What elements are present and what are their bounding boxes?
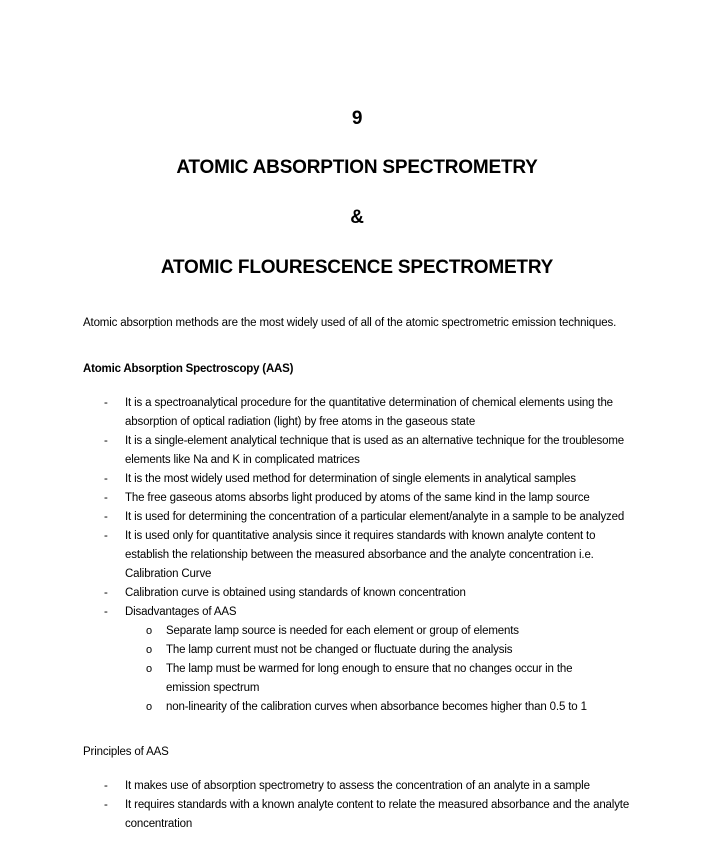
aas-section-heading: Atomic Absorption Spectroscopy (AAS) <box>83 363 294 375</box>
circle-bullet-icon: o <box>146 625 152 637</box>
list-item-text: It makes use of absorption spectrometry to assess the concentration of an analyte in a sample <box>125 780 590 792</box>
list-item <box>0 394 630 432</box>
dash-bullet-icon: - <box>104 492 108 504</box>
intro-paragraph: Atomic absorption methods are the most widely used of all of the atomic spectrometric emission techniques. <box>83 317 617 329</box>
dash-bullet-icon: - <box>104 799 108 811</box>
dash-bullet-icon: - <box>104 473 108 485</box>
list-item <box>0 584 630 603</box>
chapter-title-ampersand: & <box>350 207 364 228</box>
sub-list-item <box>146 622 606 641</box>
principles-heading: Principles of AAS <box>83 746 169 758</box>
dash-bullet-icon: - <box>104 397 108 409</box>
sub-list-item-text: The lamp current must not be changed or fluctuate during the analysis <box>166 644 513 656</box>
chapter-title-fluorescence: ATOMIC FLOURESCENCE SPECTROMETRY <box>160 257 554 278</box>
principles-bullet-list <box>0 777 714 834</box>
list-item <box>0 796 630 834</box>
sub-list-item-text: non-linearity of the calibration curves when absorbance becomes higher than 0.5 to 1 <box>166 701 587 713</box>
list-item-text: It is a spectroanalytical procedure for the quantitative determination of chemical elements using the absorption of optical radiation (light) by free atoms in the gaseous state <box>125 397 613 428</box>
sub-list-item <box>146 698 606 717</box>
dash-bullet-icon: - <box>104 587 108 599</box>
dash-bullet-icon: - <box>104 530 108 542</box>
disadvantages-list <box>125 622 630 717</box>
list-item <box>0 432 630 470</box>
dash-bullet-icon: - <box>104 780 108 792</box>
dash-bullet-icon: - <box>104 606 108 618</box>
chapter-number: 9 <box>351 108 363 129</box>
circle-bullet-icon: o <box>146 701 152 713</box>
list-item-text: It requires standards with a known analyte content to relate the measured absorbance and the analyte concentration <box>125 799 630 830</box>
sub-list-item-text: Separate lamp source is needed for each element or group of elements <box>166 625 519 637</box>
dash-bullet-icon: - <box>104 511 108 523</box>
sub-list-item <box>146 660 606 698</box>
list-item <box>0 508 630 527</box>
disadvantages-label: Disadvantages of AAS <box>125 606 237 618</box>
list-item <box>0 489 630 508</box>
chapter-title-absorption: ATOMIC ABSORPTION SPECTROMETRY <box>176 157 538 178</box>
aas-bullet-list <box>0 394 714 717</box>
list-item-text: It is used for determining the concentration of a particular element/analyte in a sample to be analyzed <box>125 511 625 523</box>
list-item <box>0 470 630 489</box>
list-item-text: It is used only for quantitative analysis since it requires standards with known analyte content to establish the relationship between the measured absorbance and the analyte concentration i.e. Calibration Curve <box>125 530 596 580</box>
list-item-text: Calibration curve is obtained using standards of known concentration <box>125 587 466 599</box>
circle-bullet-icon: o <box>146 663 152 675</box>
list-item <box>0 777 630 796</box>
list-item-text: It is a single-element analytical technique that is used as an alternative technique for the troublesome elements like Na and K in complicated matrices <box>125 435 625 466</box>
sub-list-item <box>146 641 606 660</box>
disadvantages-item <box>0 603 630 717</box>
list-item-text: It is the most widely used method for determination of single elements in analytical samples <box>125 473 576 485</box>
list-item <box>0 527 630 584</box>
sub-list-item-text: The lamp must be warmed for long enough to ensure that no changes occur in the emission spectrum <box>166 663 573 694</box>
circle-bullet-icon: o <box>146 644 152 656</box>
dash-bullet-icon: - <box>104 435 108 447</box>
list-item-text: The free gaseous atoms absorbs light produced by atoms of the same kind in the lamp source <box>125 492 590 504</box>
